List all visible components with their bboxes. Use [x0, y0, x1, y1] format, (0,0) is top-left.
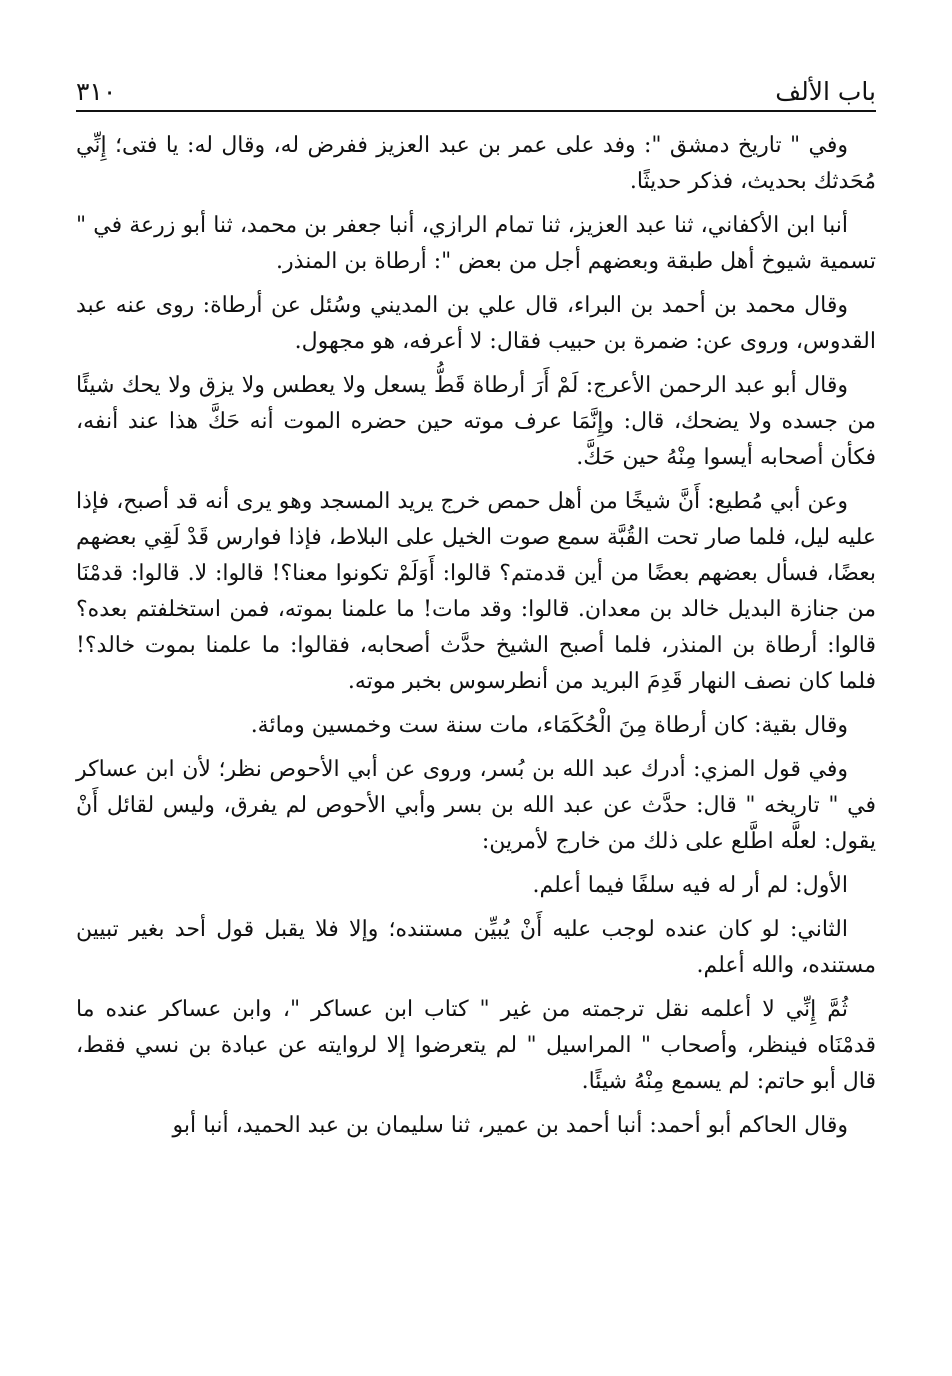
paragraph: الأول: لم أر له فيه سلفًا فيما أعلم. — [532, 873, 848, 898]
paragraph: وعن أبي مُطيع: أَنَّ شيخًا من أهل حمص خرج يريد المسجد وهو يرى أنه قد أصبح، فإذا عليه ليل، فلما صار تحت القُبَّة سمع صوت الخيل على البلاط، فإذا فوارس قَدْ لَقِي بعضهم بعضًا، فسأل بعضهم بعضًا من أين قدمتم؟ قالوا: أَوَلَمْ تكونوا معنا؟! قالوا: لا. قالوا: قدمْنَا من جنازة البديل خالد بن معدان. قالوا: وقد مات! ما علمنا بموته، فمن استخلفتم بعده؟ قالوا: أرطاة بن المنذر، فلما أصبح الشيخ حدَّث أصحابه، فقالوا: ما علمنا بموت خالد؟! فلما كان نصف النهار قَدِمَ البريد من أنطرسوس بخبر موته. — [76, 489, 876, 694]
paragraph: وفي " تاريخ دمشق ": وفد على عمر بن عبد العزيز ففرض له، وقال له: يا فتى؛ إِنِّي مُحَدثك بحديث، فذكر حديثًا. — [76, 133, 876, 194]
paragraph: وقال أبو عبد الرحمن الأعرج: لَمْ أَرَ أرطاة قَطُّ يسعل ولا يعطس ولا يزق ولا يحك شيئًا من جسده ولا يضحك، قال: وإِنَّمَا عرف موته حين حضره الموت أنه حَكَّ هذا عند أنفه، فكأن أصحابه أيسوا مِنْهُ حين حَكَّ. — [76, 373, 876, 470]
paragraph: وفي قول المزي: أدرك عبد الله بن بُسر، وروى عن أبي الأحوص نظر؛ لأن ابن عساكر في " تاريخه " قال: حدَّث عن عبد الله بن بسر وأبي الأحوص لم يفرق، وليس لقائل أَنْ يقول: لعلَّه اطَّلع على ذلك من خارج لأمرين: — [76, 757, 876, 854]
book-page — [76, 0, 876, 1376]
paragraph: ثُمَّ إِنِّي لا أعلمه نقل ترجمته من غير " كتاب ابن عساكر "، وابن عساكر عنده ما قدمْنَاه فينظر، وأصحاب " المراسيل " لم يتعرضوا إلا لروايته عن عبادة بن نسي فقط، قال أبو حاتم: لم يسمع مِنْهُ شيئًا. — [76, 997, 876, 1094]
page-header — [76, 76, 876, 112]
paragraph: وقال محمد بن أحمد بن البراء، قال علي بن المديني وسُئل عن أرطاة: روى عنه عبد القدوس، وروى عن: ضمرة بن حبيب فقال: لا أعرفه، هو مجهول. — [76, 293, 876, 354]
page-body — [76, 128, 876, 1144]
paragraph: أنبا ابن الأكفاني، ثنا عبد العزيز، ثنا تمام الرازي، أنبا جعفر بن محمد، ثنا أبو زرعة في " تسمية شيوخ أهل طبقة وبعضهم أجل من بعض ": أرطاة بن المنذر. — [76, 213, 876, 274]
paragraph: وقال بقية: كان أرطاة مِنَ الْحُكَمَاء، مات سنة ست وخمسين ومائة. — [250, 713, 848, 738]
paragraph: الثاني: لو كان عنده لوجب عليه أَنْ يُبيِّن مستنده؛ وإلا فلا يقبل قول أحد بغير تبيين مستنده، والله أعلم. — [76, 917, 876, 978]
paragraph: وقال الحاكم أبو أحمد: أنبا أحمد بن عمير، ثنا سليمان بن عبد الحميد، أنبا أبو — [172, 1113, 848, 1138]
page-number: ٣١٠ — [76, 77, 117, 106]
chapter-title: باب الألف — [775, 77, 876, 106]
